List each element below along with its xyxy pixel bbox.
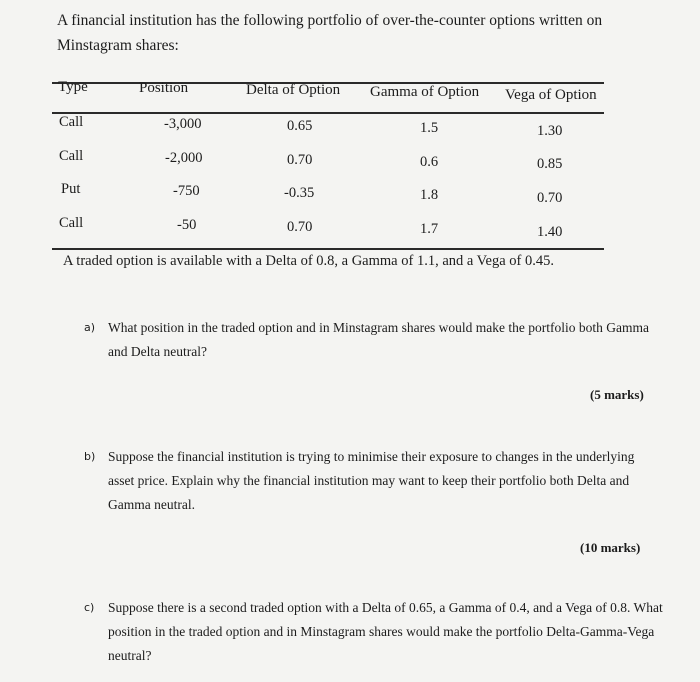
cell-position: -750 (173, 183, 200, 199)
question-b (84, 445, 664, 517)
cell-position: -3,000 (164, 116, 202, 132)
header-type: Type (58, 79, 88, 95)
cell-type: Call (59, 114, 84, 130)
cell-position: -50 (177, 217, 197, 233)
question-a (84, 316, 664, 364)
question-label: c) (84, 601, 95, 614)
cell-type: Call (59, 148, 84, 164)
question-text: What position in the traded option and in Minstagram shares would make the portfolio both Gamma and Delta neutral? (108, 320, 650, 359)
cell-position: -2,000 (165, 150, 203, 166)
cell-type: Call (59, 215, 84, 231)
cell-gamma: 1.8 (420, 187, 439, 203)
cell-gamma: 1.5 (420, 120, 439, 136)
question-c (84, 596, 664, 668)
question-text: Suppose there is a second traded option with a Delta of 0.65, a Gamma of 0.4, and a Vega of 0.8. What position in the traded option and in Minstagram shares would make the portfolio Delta-Gamma-Vega neutral? (108, 600, 663, 663)
cell-delta: 0.70 (287, 219, 313, 235)
table-header-rule (52, 112, 604, 114)
question-text: Suppose the financial institution is trying to minimise their exposure to changes in the underlying asset price. Explain why the financial institution may want to keep their portfolio both Delta and Gamma neutral. (108, 449, 635, 512)
marks-b: (10 marks) (580, 540, 641, 555)
header-vega: Vega of Option (505, 87, 597, 103)
cell-delta: -0.35 (284, 185, 315, 201)
cell-vega: 1.40 (537, 224, 563, 240)
question-label: b) (84, 450, 96, 463)
cell-vega: 0.85 (537, 156, 563, 172)
marks-a: (5 marks) (590, 387, 644, 402)
header-position: Position (139, 80, 189, 96)
cell-type: Put (61, 181, 81, 197)
table-bottom-rule (52, 248, 604, 250)
cell-delta: 0.70 (287, 152, 313, 168)
question-label: a) (84, 321, 96, 334)
traded-option-note: A traded option is available with a Delta of 0.8, a Gamma of 1.1, and a Vega of 0.45. (63, 253, 554, 269)
cell-vega: 0.70 (537, 190, 563, 206)
cell-delta: 0.65 (287, 118, 313, 134)
cell-gamma: 0.6 (420, 154, 439, 170)
header-gamma: Gamma of Option (370, 84, 480, 100)
header-delta: Delta of Option (246, 82, 341, 98)
cell-vega: 1.30 (537, 123, 563, 139)
cell-gamma: 1.7 (420, 221, 439, 237)
intro-text: A financial institution has the following portfolio of over-the-counter options written on Minstagram shares: (57, 12, 603, 54)
